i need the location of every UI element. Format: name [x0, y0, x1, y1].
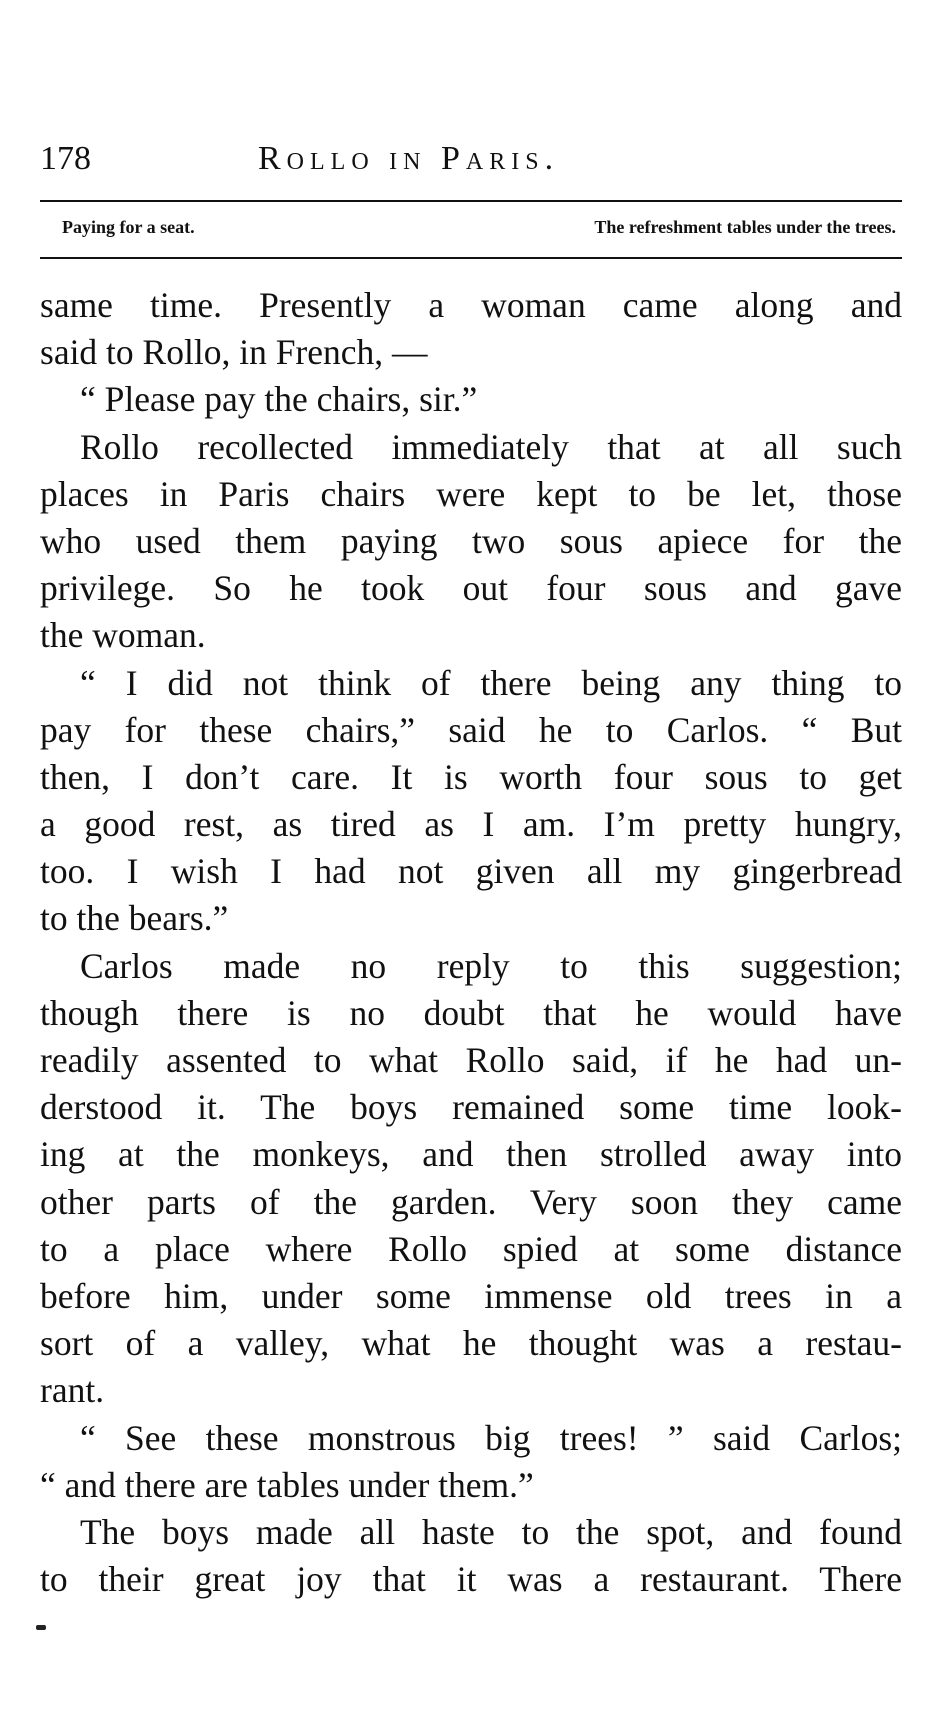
- text-line: “ I did not think of there being any thing to: [80, 662, 902, 703]
- text-line: a good rest, as tired as I am. I’m pretty hungry,: [40, 804, 902, 845]
- side-headings: [40, 217, 902, 245]
- ink-mark: [36, 1625, 46, 1630]
- text-line: rant.: [40, 1370, 105, 1411]
- text-line: ing at the monkeys, and then strolled away into: [40, 1134, 902, 1175]
- book-title: Rollo in Paris.: [258, 140, 560, 177]
- text-line: too. I wish I had not given all my gingerbread: [40, 851, 902, 892]
- text-line: “ and there are tables under them.”: [40, 1464, 534, 1505]
- text-line: other parts of the garden. Very soon they came: [40, 1181, 902, 1222]
- text-line: to a place where Rollo spied at some distance: [40, 1228, 902, 1269]
- text-line: same time. Presently a woman came along and: [40, 285, 902, 325]
- text-line: “ See these monstrous big trees! ” said Carlos;: [80, 1417, 902, 1458]
- text-line: the woman.: [40, 615, 206, 656]
- header-rule-bottom: [40, 257, 902, 259]
- text-line: “ Please pay the chairs, sir.”: [80, 379, 478, 420]
- text-line: readily assented to what Rollo said, if he had un-: [40, 1040, 902, 1080]
- text-line: to their great joy that it was a restaurant. There: [40, 1559, 902, 1600]
- text-line: The boys made all haste to the spot, and found: [80, 1511, 902, 1552]
- text-line: Rollo recollected immediately that at all such: [80, 426, 902, 467]
- text-line: pay for these chairs,” said he to Carlos. “ But: [40, 709, 902, 750]
- running-head: [40, 140, 900, 190]
- text-line: said to Rollo, in French, —: [40, 332, 428, 373]
- text-line: privilege. So he took out four sous and gave: [40, 568, 902, 609]
- side-heading-left: Paying for a seat.: [62, 217, 195, 237]
- text-line: Carlos made no reply to this suggestion;: [80, 945, 902, 986]
- side-heading-right: The refreshment tables under the trees.: [594, 217, 896, 237]
- page-number: 178: [40, 140, 91, 177]
- header-rule-top: [40, 200, 902, 202]
- body-text: [40, 282, 902, 1603]
- text-line: who used them paying two sous apiece for the: [40, 520, 902, 561]
- text-line: sort of a valley, what he thought was a restau-: [40, 1323, 902, 1364]
- text-line: places in Paris chairs were kept to be let, those: [40, 473, 902, 514]
- text-line: derstood it. The boys remained some time look-: [40, 1087, 902, 1128]
- text-line: to the bears.”: [40, 898, 229, 939]
- text-line: before him, under some immense old trees in a: [40, 1275, 902, 1316]
- text-line: then, I don’t care. It is worth four sous to get: [40, 756, 902, 797]
- text-line: though there is no doubt that he would have: [40, 992, 902, 1033]
